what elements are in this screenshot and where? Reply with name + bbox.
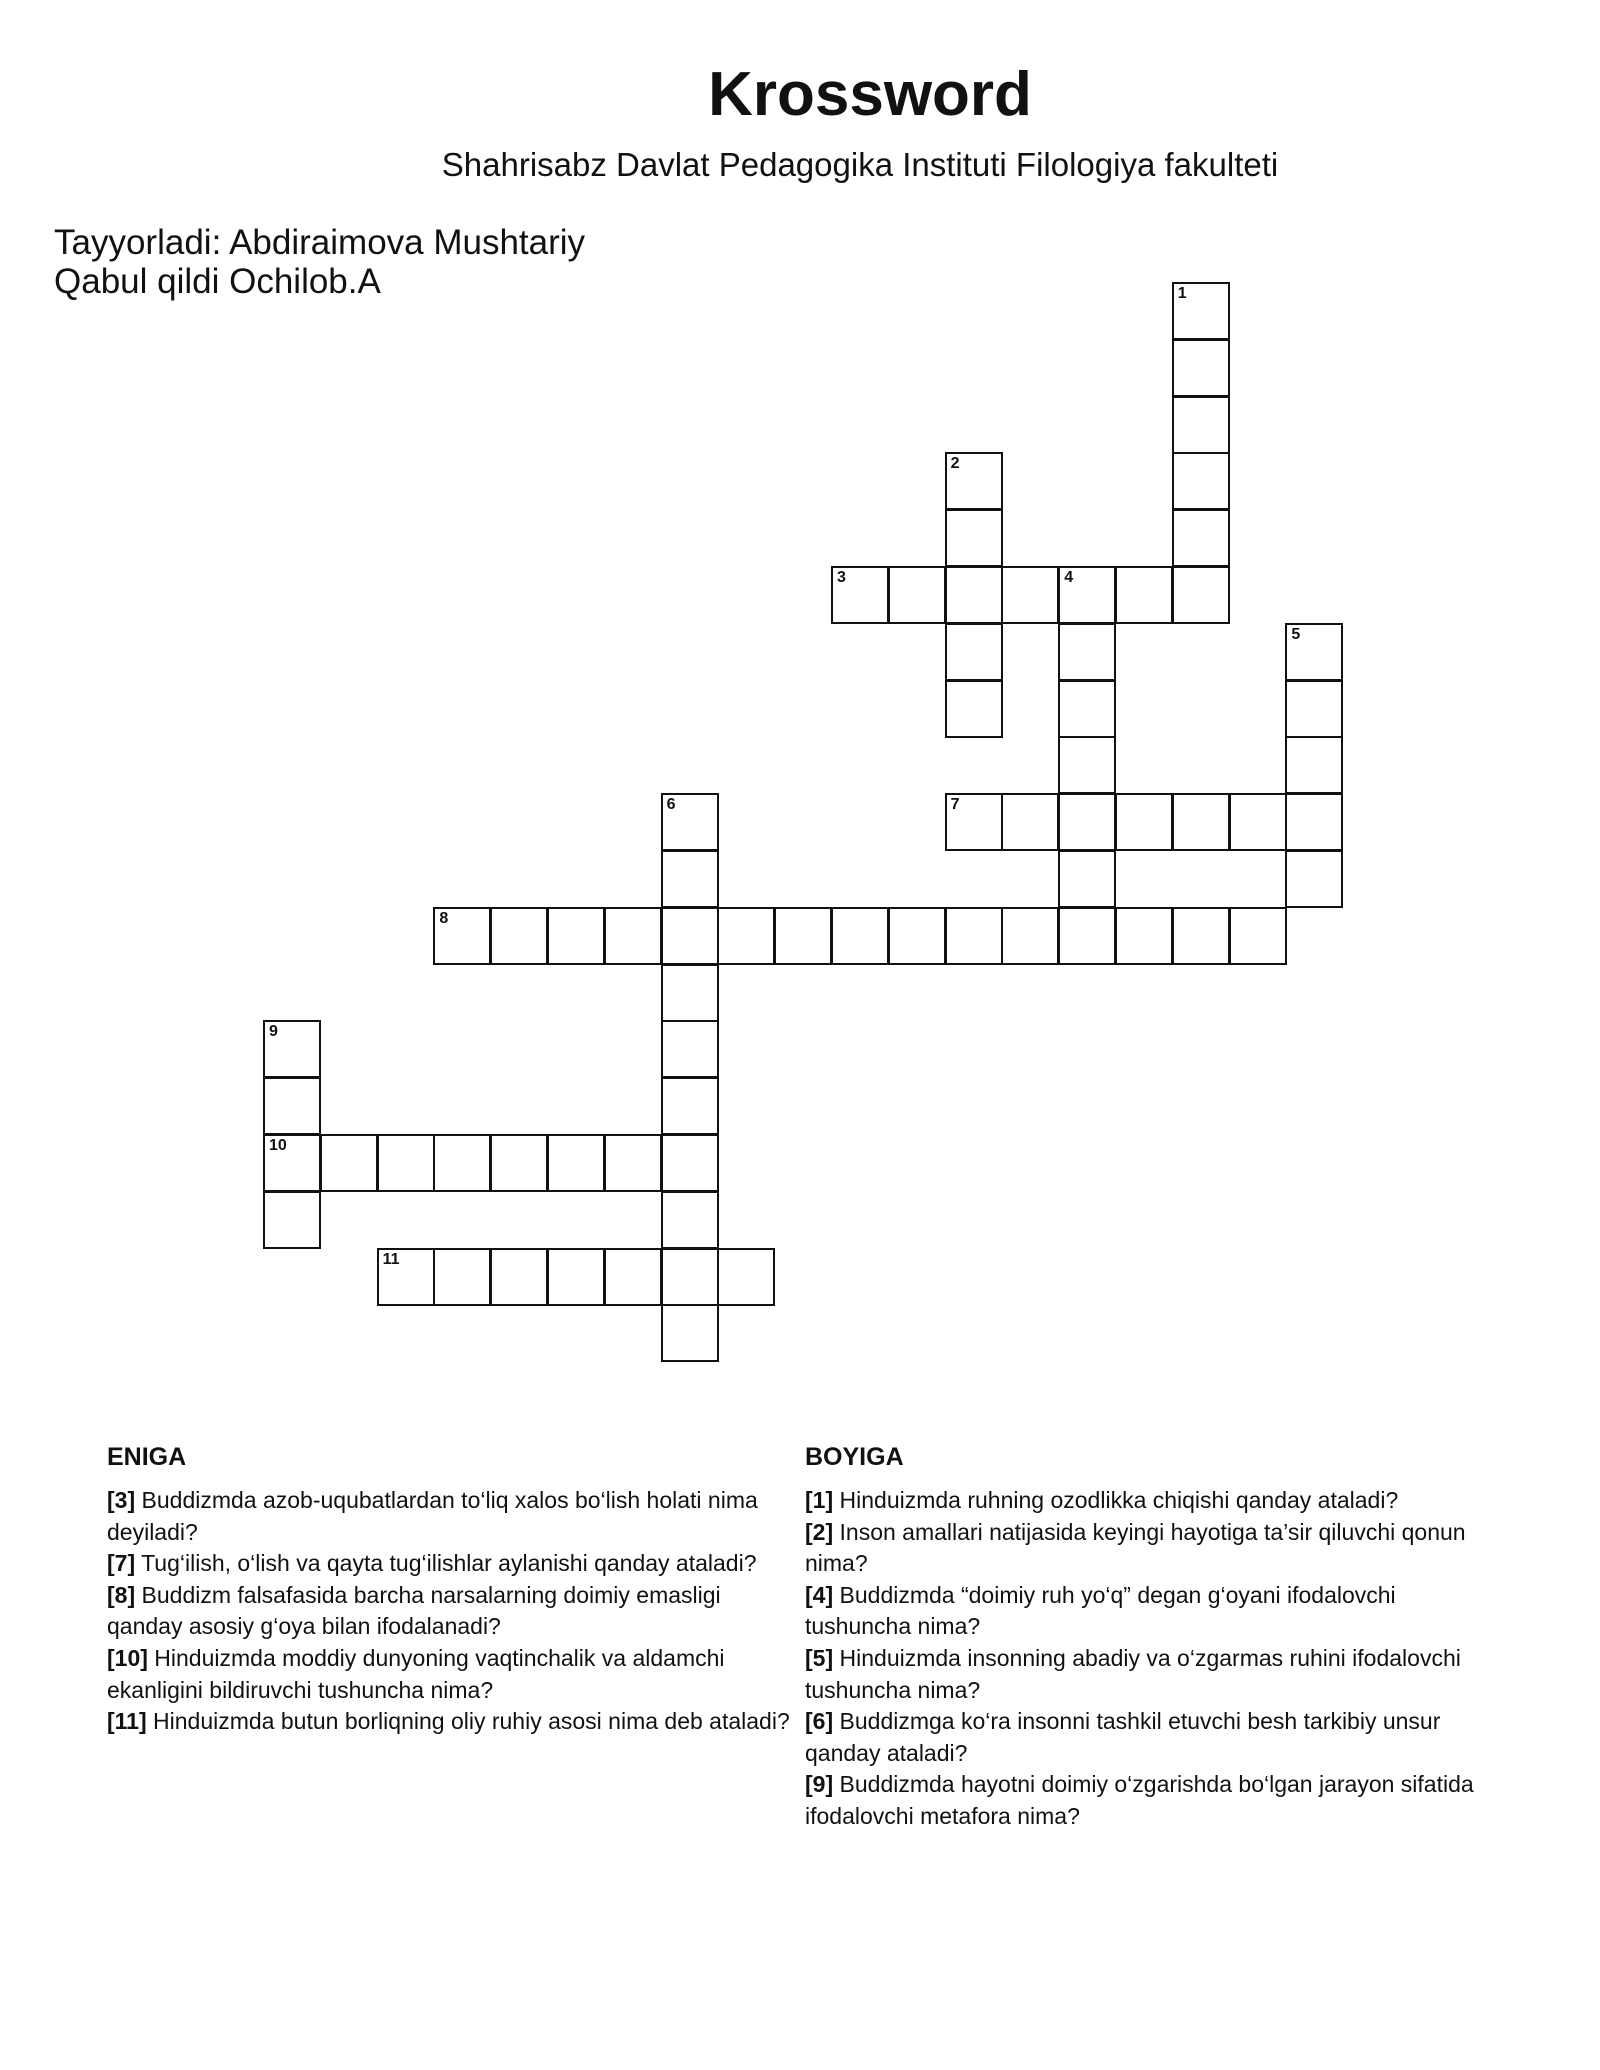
clue-number-label: 10 (269, 1137, 287, 1154)
grid-cell[interactable] (945, 509, 1003, 567)
page-subtitle: Shahrisabz Davlat Pedagogika Instituti Filologiya fakulteti (441, 146, 1279, 183)
clue-number: [4] (805, 1581, 834, 1608)
clue-number-label: 6 (666, 796, 676, 814)
grid-cell[interactable] (1001, 793, 1059, 851)
clues-down-heading: BOYIGA (805, 1443, 904, 1471)
grid-cell[interactable] (888, 907, 946, 965)
clue-number-label: 4 (1064, 569, 1074, 586)
grid-cell[interactable] (1285, 850, 1343, 908)
grid-cell[interactable] (1229, 793, 1287, 851)
clue-text: Buddizm falsafasida barcha narsalarning doimiy emasligi qanday asosiy g‘oya bilan ifodalanadi? (107, 1581, 721, 1640)
grid-cell[interactable] (945, 907, 1003, 965)
clue-item (805, 1580, 1495, 1643)
grid-cell[interactable] (490, 907, 548, 965)
clue-item (107, 1643, 797, 1706)
clue-number: [11] (107, 1708, 147, 1735)
grid-cell[interactable] (831, 566, 889, 624)
grid-cell[interactable] (1285, 793, 1343, 851)
clues-down-list (805, 1485, 1495, 1833)
grid-cell[interactable] (1285, 623, 1343, 681)
clue-number: [2] (805, 1518, 834, 1545)
prepared-by-line: Tayyorladi: Abdiraimova Mushtariy (54, 223, 586, 262)
grid-cell[interactable] (1172, 793, 1230, 851)
grid-cell[interactable] (1172, 282, 1230, 340)
grid-cell[interactable] (377, 1134, 435, 1192)
grid-cell[interactable] (604, 907, 662, 965)
clue-text: Buddizmga ko‘ra insonni tashkil etuvchi besh tarkibiy unsur qanday ataladi? (805, 1708, 1441, 1766)
clue-number: [5] (805, 1644, 834, 1671)
clue-number-label: 11 (382, 1250, 400, 1268)
grid-cell[interactable] (320, 1134, 378, 1192)
grid-cell[interactable] (1172, 566, 1230, 624)
grid-cell[interactable] (661, 793, 719, 851)
grid-cell[interactable] (1285, 680, 1343, 738)
grid-cell[interactable] (1058, 736, 1116, 794)
grid-cell[interactable] (717, 1248, 775, 1306)
grid-cell[interactable] (661, 1077, 719, 1135)
grid-cell[interactable] (1172, 907, 1230, 965)
grid-cell[interactable] (945, 452, 1003, 510)
grid-cell[interactable] (263, 1134, 321, 1192)
page-title: Krossword (708, 60, 1032, 129)
clue-text: Inson amallari natijasida keyingi hayotiga ta’sir qiluvchi qonun nima? (805, 1518, 1466, 1577)
clue-item (107, 1485, 797, 1548)
grid-cell[interactable] (1001, 907, 1059, 965)
clue-item (107, 1706, 797, 1738)
grid-cell[interactable] (490, 1134, 548, 1192)
grid-cell[interactable] (1229, 907, 1287, 965)
grid-cell[interactable] (774, 907, 832, 965)
grid-cell[interactable] (661, 1191, 719, 1249)
grid-cell[interactable] (945, 680, 1003, 738)
grid-cell[interactable] (1172, 452, 1230, 510)
grid-cell[interactable] (1058, 850, 1116, 908)
clue-item (805, 1517, 1495, 1580)
grid-cell[interactable] (547, 907, 605, 965)
clue-number: [10] (107, 1644, 148, 1671)
clue-number: [9] (805, 1771, 834, 1798)
clues-down-section (805, 1445, 1495, 1833)
grid-cell[interactable] (888, 566, 946, 624)
grid-cell[interactable] (1058, 907, 1116, 965)
clues-across-list (107, 1485, 797, 1738)
clue-number: [1] (805, 1487, 834, 1513)
grid-cell[interactable] (1172, 396, 1230, 454)
clue-item (805, 1485, 1495, 1517)
grid-cell[interactable] (1115, 793, 1173, 851)
grid-cell[interactable] (1172, 339, 1230, 397)
grid-cell[interactable] (831, 907, 889, 965)
grid-cell[interactable] (661, 907, 719, 965)
clue-number: [3] (107, 1487, 136, 1513)
grid-cell[interactable] (661, 964, 719, 1022)
clue-item (805, 1769, 1495, 1832)
clue-number: [8] (107, 1581, 136, 1608)
clue-number: [6] (805, 1708, 834, 1735)
clue-number: [7] (107, 1550, 136, 1577)
grid-cell[interactable] (263, 1077, 321, 1135)
grid-cell[interactable] (661, 1248, 719, 1306)
grid-cell[interactable] (945, 566, 1003, 624)
grid-cell[interactable] (1172, 509, 1230, 567)
grid-cell[interactable] (604, 1134, 662, 1192)
grid-cell[interactable] (717, 907, 775, 965)
clue-number-label: 5 (1291, 625, 1301, 643)
grid-cell[interactable] (661, 1020, 719, 1078)
grid-cell[interactable] (1115, 907, 1173, 965)
clue-number-label: 3 (837, 569, 846, 586)
grid-cell[interactable] (263, 1020, 321, 1078)
clue-text: Buddizmda azob-uqubatlardan to‘liq xalos bo‘lish holati nima deyiladi? (107, 1487, 758, 1545)
grid-cell[interactable] (1001, 566, 1059, 624)
clue-text: Hinduizmda ruhning ozodlikka chiqishi qanday ataladi? (833, 1487, 1399, 1513)
clue-number-label: 9 (269, 1023, 278, 1041)
grid-cell[interactable] (490, 1248, 548, 1306)
accepted-by-line: Qabul qildi Ochilob.A (54, 262, 381, 301)
clue-item (805, 1706, 1495, 1769)
clue-text: Hinduizmda butun borliqning oliy ruhiy asosi nima deb ataladi? (146, 1708, 790, 1735)
clues-across-heading: ENIGA (107, 1443, 187, 1471)
clue-number-label: 1 (1177, 285, 1187, 302)
grid-cell[interactable] (433, 1248, 491, 1306)
clue-number-label: 7 (950, 796, 960, 814)
grid-cell[interactable] (377, 1248, 435, 1306)
grid-cell[interactable] (263, 1191, 321, 1249)
grid-cell[interactable] (945, 793, 1003, 851)
grid-cell[interactable] (1058, 623, 1116, 681)
grid-cell[interactable] (1285, 736, 1343, 794)
clue-text: Hinduizmda insonning abadiy va o‘zgarmas ruhini ifodalovchi tushuncha nima? (805, 1644, 1461, 1703)
grid-cell[interactable] (433, 1134, 491, 1192)
grid-cell[interactable] (661, 1304, 719, 1362)
clue-text: Buddizmda “doimiy ruh yo‘q” degan g‘oyani ifodalovchi tushuncha nima? (805, 1581, 1396, 1640)
clue-number-label: 8 (439, 909, 449, 927)
grid-cell[interactable] (661, 850, 719, 908)
clue-text: Buddizmda hayotni doimiy o‘zgarishda bo‘lgan jarayon sifatida ifodalovchi metafora nima? (805, 1771, 1474, 1829)
clue-item (107, 1548, 797, 1580)
grid-cell[interactable] (433, 907, 491, 965)
clue-number-label: 2 (950, 455, 960, 473)
clue-text: Tug‘ilish, o‘lish va qayta tug‘ilishlar aylanishi qanday ataladi? (135, 1550, 757, 1577)
grid-cell[interactable] (547, 1248, 605, 1306)
clue-text: Hinduizmda moddiy dunyoning vaqtinchalik va aldamchi ekanligini bildiruvchi tushuncha nima? (107, 1644, 725, 1703)
grid-cell[interactable] (1058, 566, 1116, 624)
clue-item (107, 1580, 797, 1643)
clues-across-section (107, 1445, 797, 1738)
grid-cell[interactable] (1058, 793, 1116, 851)
grid-cell[interactable] (661, 1134, 719, 1192)
grid-cell[interactable] (547, 1134, 605, 1192)
grid-cell[interactable] (604, 1248, 662, 1306)
clue-item (805, 1643, 1495, 1706)
grid-cell[interactable] (1058, 680, 1116, 738)
grid-cell[interactable] (945, 623, 1003, 681)
grid-cell[interactable] (1115, 566, 1173, 624)
